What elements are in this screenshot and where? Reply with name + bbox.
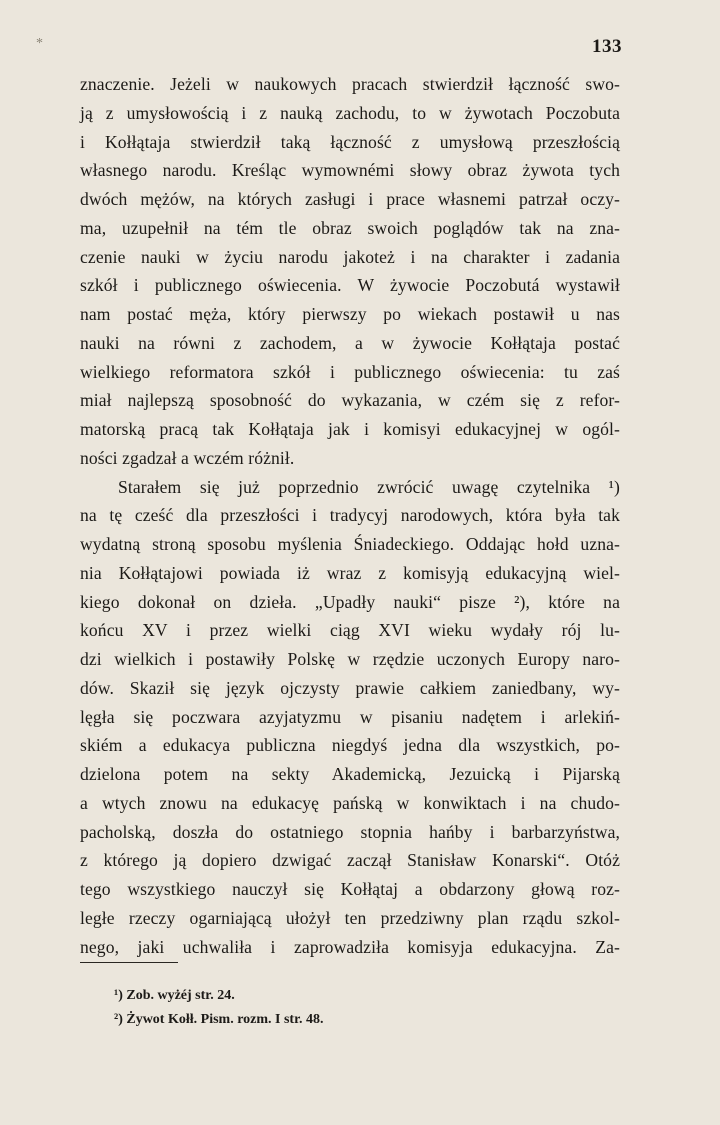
text-line: nia Kołłątajowi powiada iż wraz z komisyją edukacyjną wiel- bbox=[80, 562, 620, 583]
text-line: nam postać męża, który pierwszy po wiekach postawił u nas bbox=[80, 304, 620, 324]
text-line: wydatną stroną sposobu myślenia Śniadeckiego. Oddając hołd uzna- bbox=[80, 534, 620, 554]
text-line: nego, jaki uchwaliła i zaprowadziła komisyja edukacyjna. Za- bbox=[80, 936, 620, 957]
text-line: własnego narodu. Kreśląc wymownémi słowy obraz żywota tych bbox=[80, 160, 620, 181]
page-marker: * bbox=[36, 36, 43, 51]
text-line: dzi wielkich i postawiły Polskę w rzędzie uczonych Europy naro- bbox=[80, 649, 620, 669]
text-line: ją z umysłowością i z nauką zachodu, to w żywotach Poczobuta bbox=[80, 102, 620, 123]
text-line: tego wszystkiego nauczył się Kołłątaj a obdarzony głową roz- bbox=[80, 879, 620, 899]
text-line: znaczenie. Jeżeli w naukowych pracach stwierdził łączność swo- bbox=[80, 74, 620, 94]
page-number: 133 bbox=[592, 36, 622, 57]
text-line: pacholską, doszła do ostatniego stopnia hańby i barbarzyństwa, bbox=[80, 821, 620, 842]
text-line: i Kołłątaja stwierdził taką łączność z umysłową przeszłością bbox=[80, 131, 620, 152]
footnote-separator bbox=[80, 962, 178, 963]
text-line: nauki na równi z zachodem, a w żywocie Kołłątaja postać bbox=[80, 332, 620, 353]
text-line: ległe rzeczy ogarniającą ułożył ten przedziwny plan rządu szkol- bbox=[80, 907, 620, 928]
text-line: dów. Skaził się język ojczysty prawie całkiem zaniedbany, wy- bbox=[80, 677, 620, 698]
text-line: ma, uzupełnił na tém tle obraz swoich poglądów tak na zna- bbox=[80, 217, 620, 238]
body-text bbox=[80, 70, 620, 961]
text-line: wielkiego reformatora szkół i publicznego oświecenia: tu zaś bbox=[80, 361, 620, 382]
text-line-paragraph-end: ności zgadzał a wczém różnił. bbox=[80, 447, 295, 468]
text-line: szkół i publicznego oświecenia. W żywocie Poczobutá wystawił bbox=[80, 275, 620, 296]
text-line: matorską pracą tak Kołłątaja jak i komisyi edukacyjnej w ogól- bbox=[80, 419, 620, 439]
text-line-paragraph-start: Starałem się już poprzednio zwrócić uwagę czytelnika ¹) bbox=[118, 476, 620, 497]
text-line: a wtych znowu na edukacyę pańską w konwiktach i na chudo- bbox=[80, 792, 620, 813]
text-line: skiém a edukacya publiczna niegdyś jedna dla wszystkich, po- bbox=[80, 735, 620, 756]
text-line: na tę cześć dla przeszłości i tradycyj narodowych, która była tak bbox=[80, 505, 620, 526]
text-line: dwóch mężów, na których zasługi i prace własnemi patrzał oczy- bbox=[80, 189, 620, 209]
text-line: kiego dokonał on dzieła. „Upadły nauki“ pisze ²), które na bbox=[80, 591, 620, 612]
text-line: czenie nauki w życiu narodu jakoteż i na charakter i zadania bbox=[80, 246, 620, 267]
footnote: ²) Żywot Kołł. Pism. rozm. I str. 48. bbox=[114, 1012, 324, 1027]
text-line: końcu XV i przez wielki ciąg XVI wieku wydały rój lu- bbox=[80, 620, 620, 641]
text-line: dzielona potem na sekty Akademicką, Jezuicką i Pijarską bbox=[80, 764, 620, 784]
text-line: miał najlepszą sposobność do wykazania, w czém się z refor- bbox=[80, 390, 620, 411]
footnote: ¹) Zob. wyżéj str. 24. bbox=[114, 988, 235, 1003]
text-line: z którego ją dopiero dzwigać zaczął Stanisław Konarski“. Otóż bbox=[80, 850, 620, 871]
text-line: lęgła się poczwara azyjatyzmu w pisaniu nadętem i arlekiń- bbox=[80, 706, 620, 727]
footnotes bbox=[114, 984, 514, 1032]
